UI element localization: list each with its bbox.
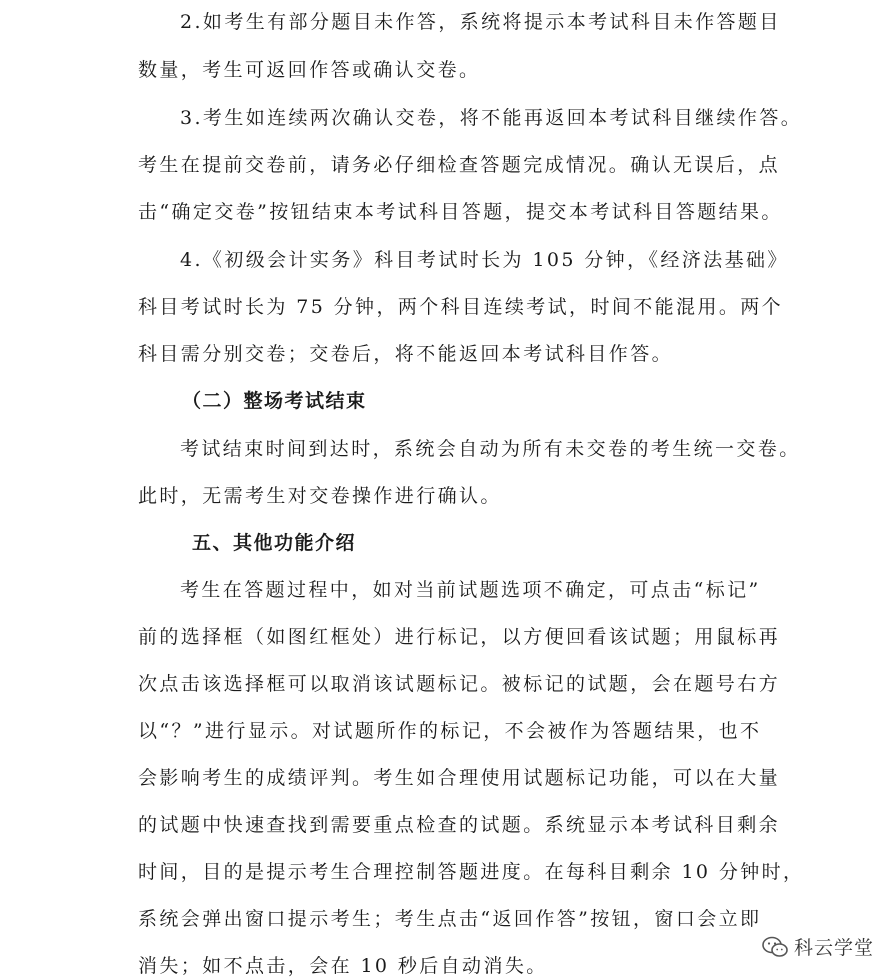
text-line-1: 2.如考生有部分题目未作答，系统将提示本考试科目未作答题目 xyxy=(180,11,781,33)
section-heading-5: 五、其他功能介绍 xyxy=(192,532,357,554)
text-line-5: 击“确定交卷”按钮结束本考试科目答题，提交本考试科目答题结果。 xyxy=(138,201,783,223)
text-line-14: 前的选择框（如图红框处）进行标记，以方便回看该试题；用鼠标再 xyxy=(138,626,781,648)
text-line-8: 科目需分别交卷；交卷后，将不能返回本考试科目作答。 xyxy=(138,343,674,365)
text-line-20: 系统会弹出窗口提示考生；考生点击“返回作答”按钮，窗口会立即 xyxy=(138,908,762,930)
text-line-3: 3.考生如连续两次确认交卷，将不能再返回本考试科目继续作答。 xyxy=(180,107,803,129)
text-line-11: 此时，无需考生对交卷操作进行确认。 xyxy=(138,485,502,507)
section-heading-2: （二）整场考试结束 xyxy=(182,390,367,412)
text-line-4: 考生在提前交卷前，请务必仔细检查答题完成情况。确认无误后，点 xyxy=(138,154,781,176)
text-line-15: 次点击该选择框可以取消该试题标记。被标记的试题，会在题号右方 xyxy=(138,673,781,695)
text-line-7: 科目考试时长为 75 分钟，两个科目连续考试，时间不能混用。两个 xyxy=(138,296,784,318)
text-line-19: 时间，目的是提示考生合理控制答题进度。在每科目剩余 10 分钟时， xyxy=(138,861,805,883)
text-line-13: 考生在答题过程中，如对当前试题选项不确定，可点击“标记” xyxy=(180,579,761,601)
text-line-16: 以“？”进行显示。对试题所作的标记，不会被作为答题结果，也不 xyxy=(138,720,762,742)
watermark xyxy=(762,933,874,960)
text-line-6: 4.《初级会计实务》科目考试时长为 105 分钟，《经济法基础》 xyxy=(180,249,789,271)
wechat-icon xyxy=(762,936,788,958)
text-line-18: 的试题中快速查找到需要重点检查的试题。系统显示本考试科目剩余 xyxy=(138,814,781,836)
text-line-10: 考试结束时间到达时，系统会自动为所有未交卷的考生统一交卷。 xyxy=(180,438,801,460)
text-line-17: 会影响考生的成绩评判。考生如合理使用试题标记功能，可以在大量 xyxy=(138,767,781,789)
watermark-text: 科云学堂 xyxy=(793,937,874,959)
text-line-21: 消失；如不点击，会在 10 秒后自动消失。 xyxy=(138,955,548,977)
text-line-2: 数量，考生可返回作答或确认交卷。 xyxy=(138,59,481,81)
